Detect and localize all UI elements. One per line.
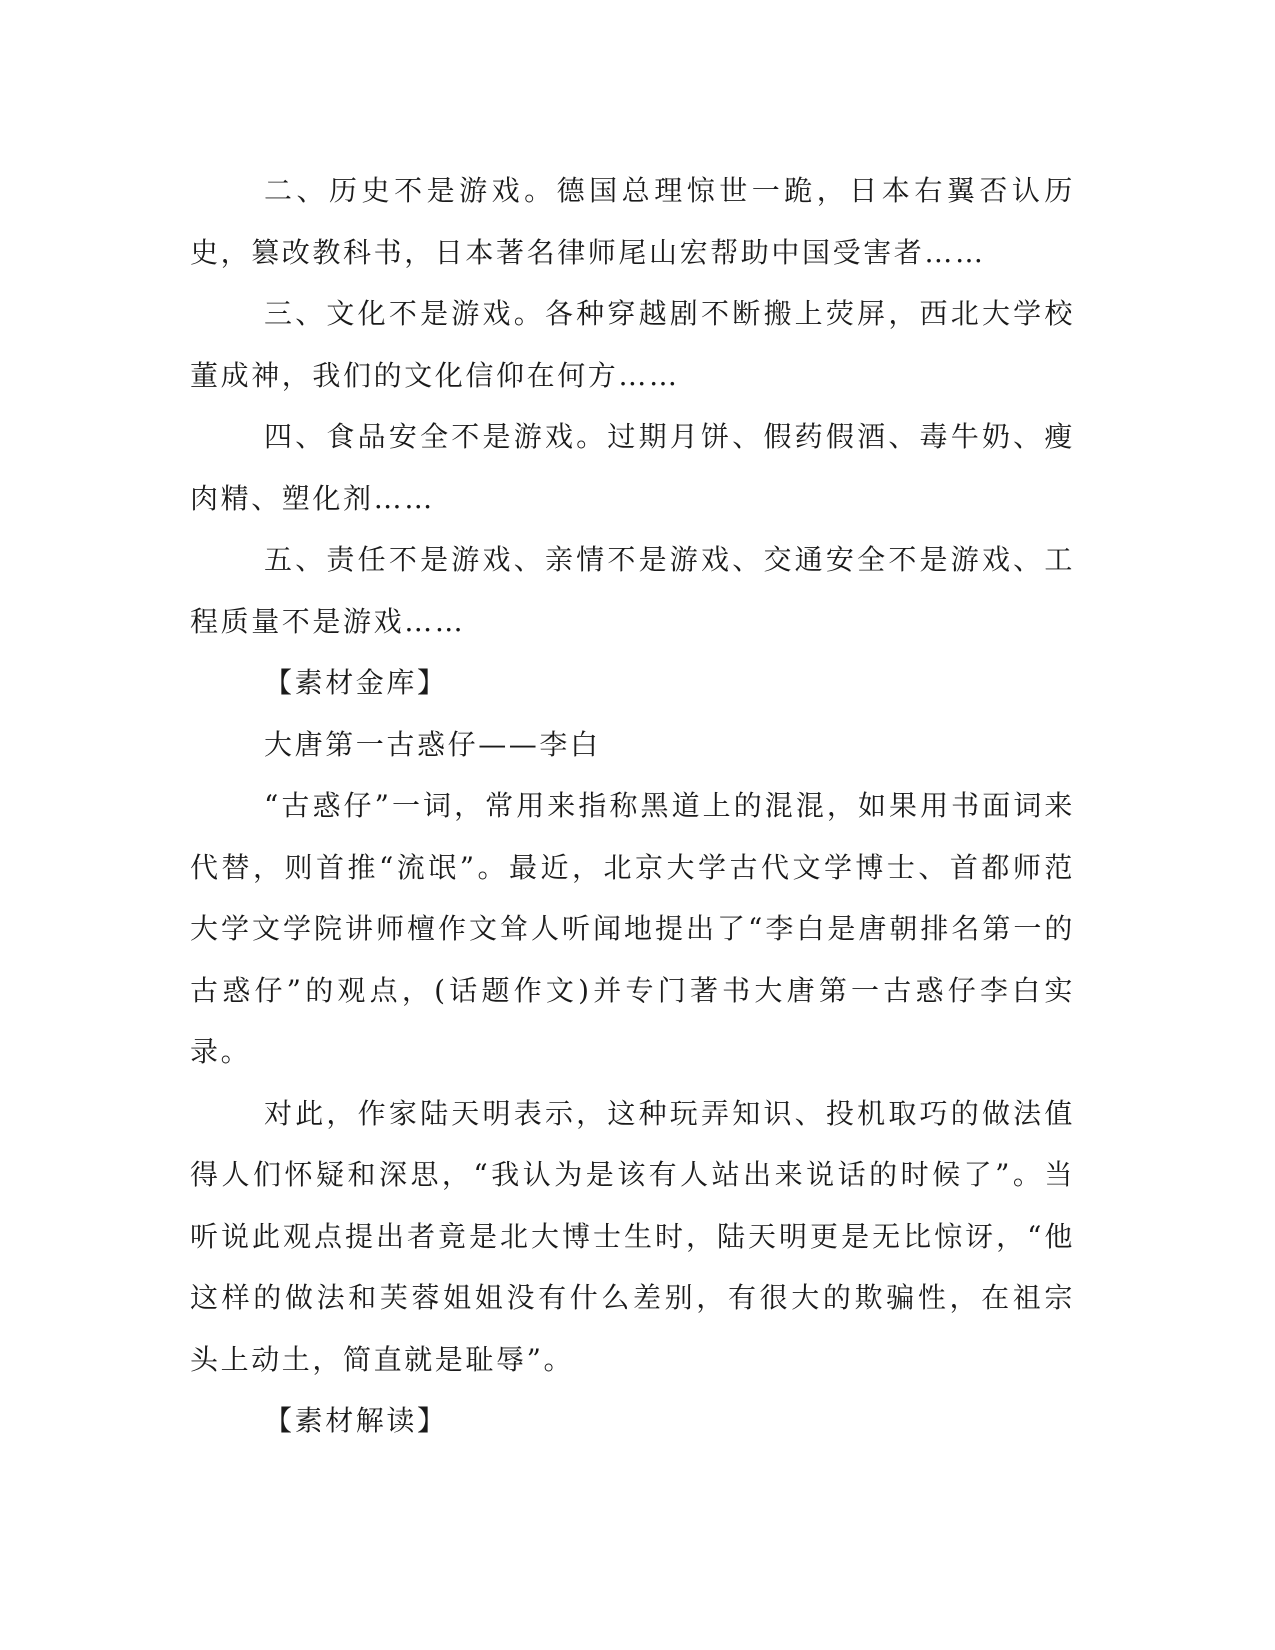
material-title: 大唐第一古惑仔——李白 — [264, 727, 601, 761]
paragraph-culture: 三、文化不是游戏。各种穿越剧不断搬上荧屏，西北大学校董成神，我们的文化信仰在何方…… — [190, 297, 1075, 392]
paragraph-material-response: 对此，作家陆天明表示，这种玩弄知识、投机取巧的做法值得人们怀疑和深思，“我认为是该有人站出来说话的时候了”。当听说此观点提出者竟是北大博士生时，陆天明更是无比惊讶，“他这样的做法和芙蓉姐姐没有什么差别，有很大的欺骗性，在祖宗头上动土，简直就是耻辱”。 — [190, 1096, 1075, 1376]
paragraph-material-intro: “古惑仔”一词，常用来指称黑道上的混混，如果用书面词来代替，则首推“流氓”。最近，北京大学古代文学博士、首都师范大学文学院讲师檀作文耸人听闻地提出了“李白是唐朝排名第一的古惑仔”的观点，(话题作文)并专门著书大唐第一古惑仔李白实录。 — [190, 789, 1075, 1068]
document-body — [190, 160, 1075, 1452]
paragraph-history: 二、历史不是游戏。德国总理惊世一跪，日本右翼否认历史，篡改教科书，日本著名律师尾山宏帮助中国受害者…… — [190, 174, 1075, 269]
paragraph-responsibility: 五、责任不是游戏、亲情不是游戏、交通安全不是游戏、工程质量不是游戏…… — [190, 543, 1075, 638]
section-heading-material-library: 【素材金库】 — [264, 666, 448, 699]
section-heading-material-interpretation: 【素材解读】 — [264, 1404, 448, 1437]
paragraph-food-safety: 四、食品安全不是游戏。过期月饼、假药假酒、毒牛奶、瘦肉精、塑化剂…… — [190, 420, 1075, 515]
